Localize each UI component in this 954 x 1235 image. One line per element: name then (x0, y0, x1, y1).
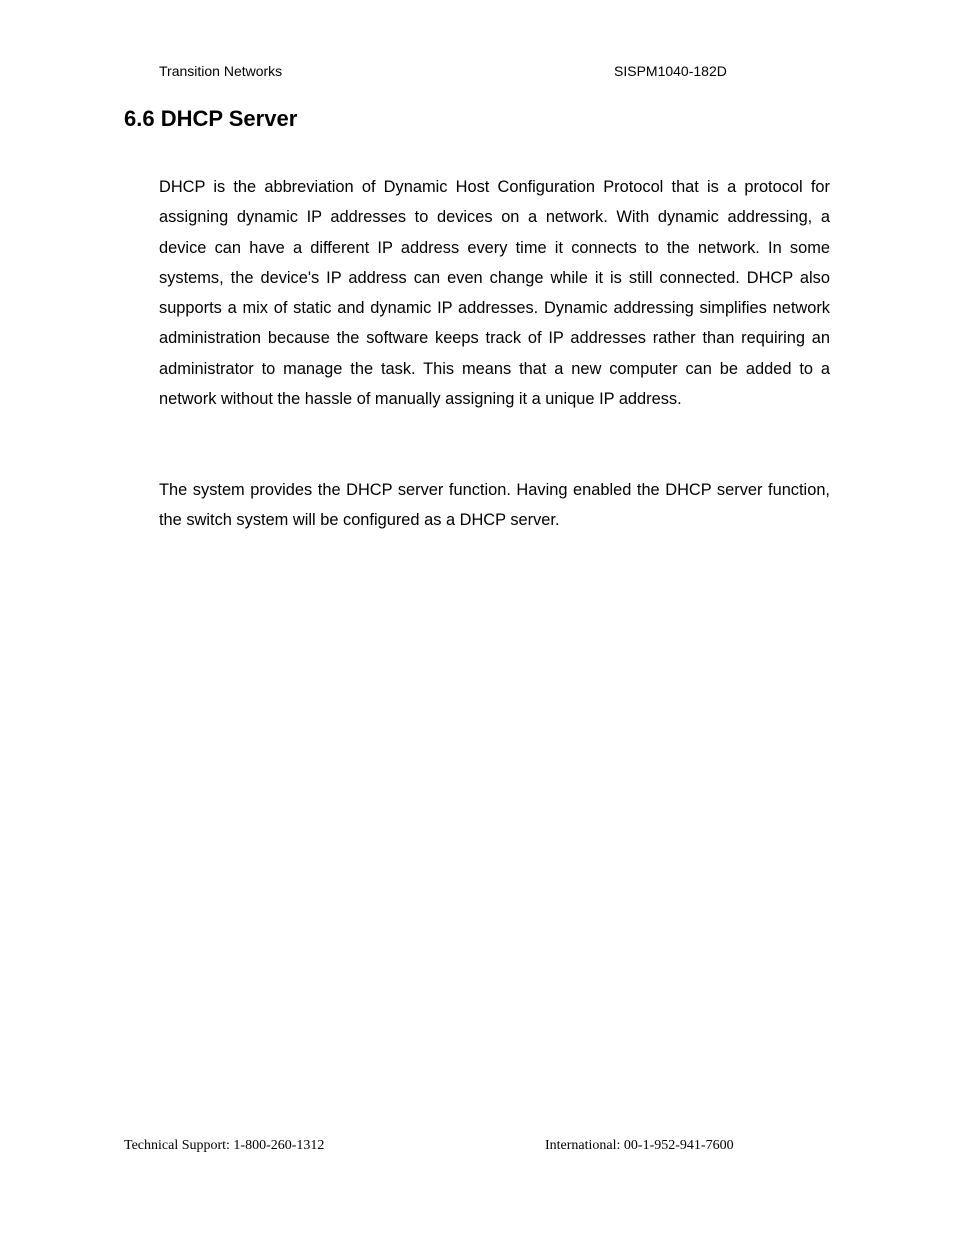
section-heading: 6.6 DHCP Server (124, 106, 298, 131)
body-paragraph-dhcp-intro: DHCP is the abbreviation of Dynamic Host Configuration Protocol that is a protocol for assigning dynamic IP addresses to devices on a network. With dynamic addressing, a device can have a different IP address every time it connects to the network. In some systems, the device's IP address can even change while it is still connected. DHCP also supports a mix of static and dynamic IP addresses. Dynamic addressing simplifies network administration because the software keeps track of IP addresses rather than requiring an administrator to manage the task. This means that a new computer can be added to a network without the hassle of manually assigning it a unique IP address. (159, 178, 830, 409)
footer-tech-support: Technical Support: 1-800-260-1312 (124, 1138, 325, 1153)
footer-international: International: 00-1-952-941-7600 (545, 1138, 734, 1153)
body-paragraph-dhcp-function: The system provides the DHCP server function. Having enabled the DHCP server function, the switch system will be configured as a DHCP server. (159, 481, 830, 530)
running-header-model: SISPM1040-182D (614, 63, 727, 79)
running-header-company: Transition Networks (159, 63, 283, 79)
